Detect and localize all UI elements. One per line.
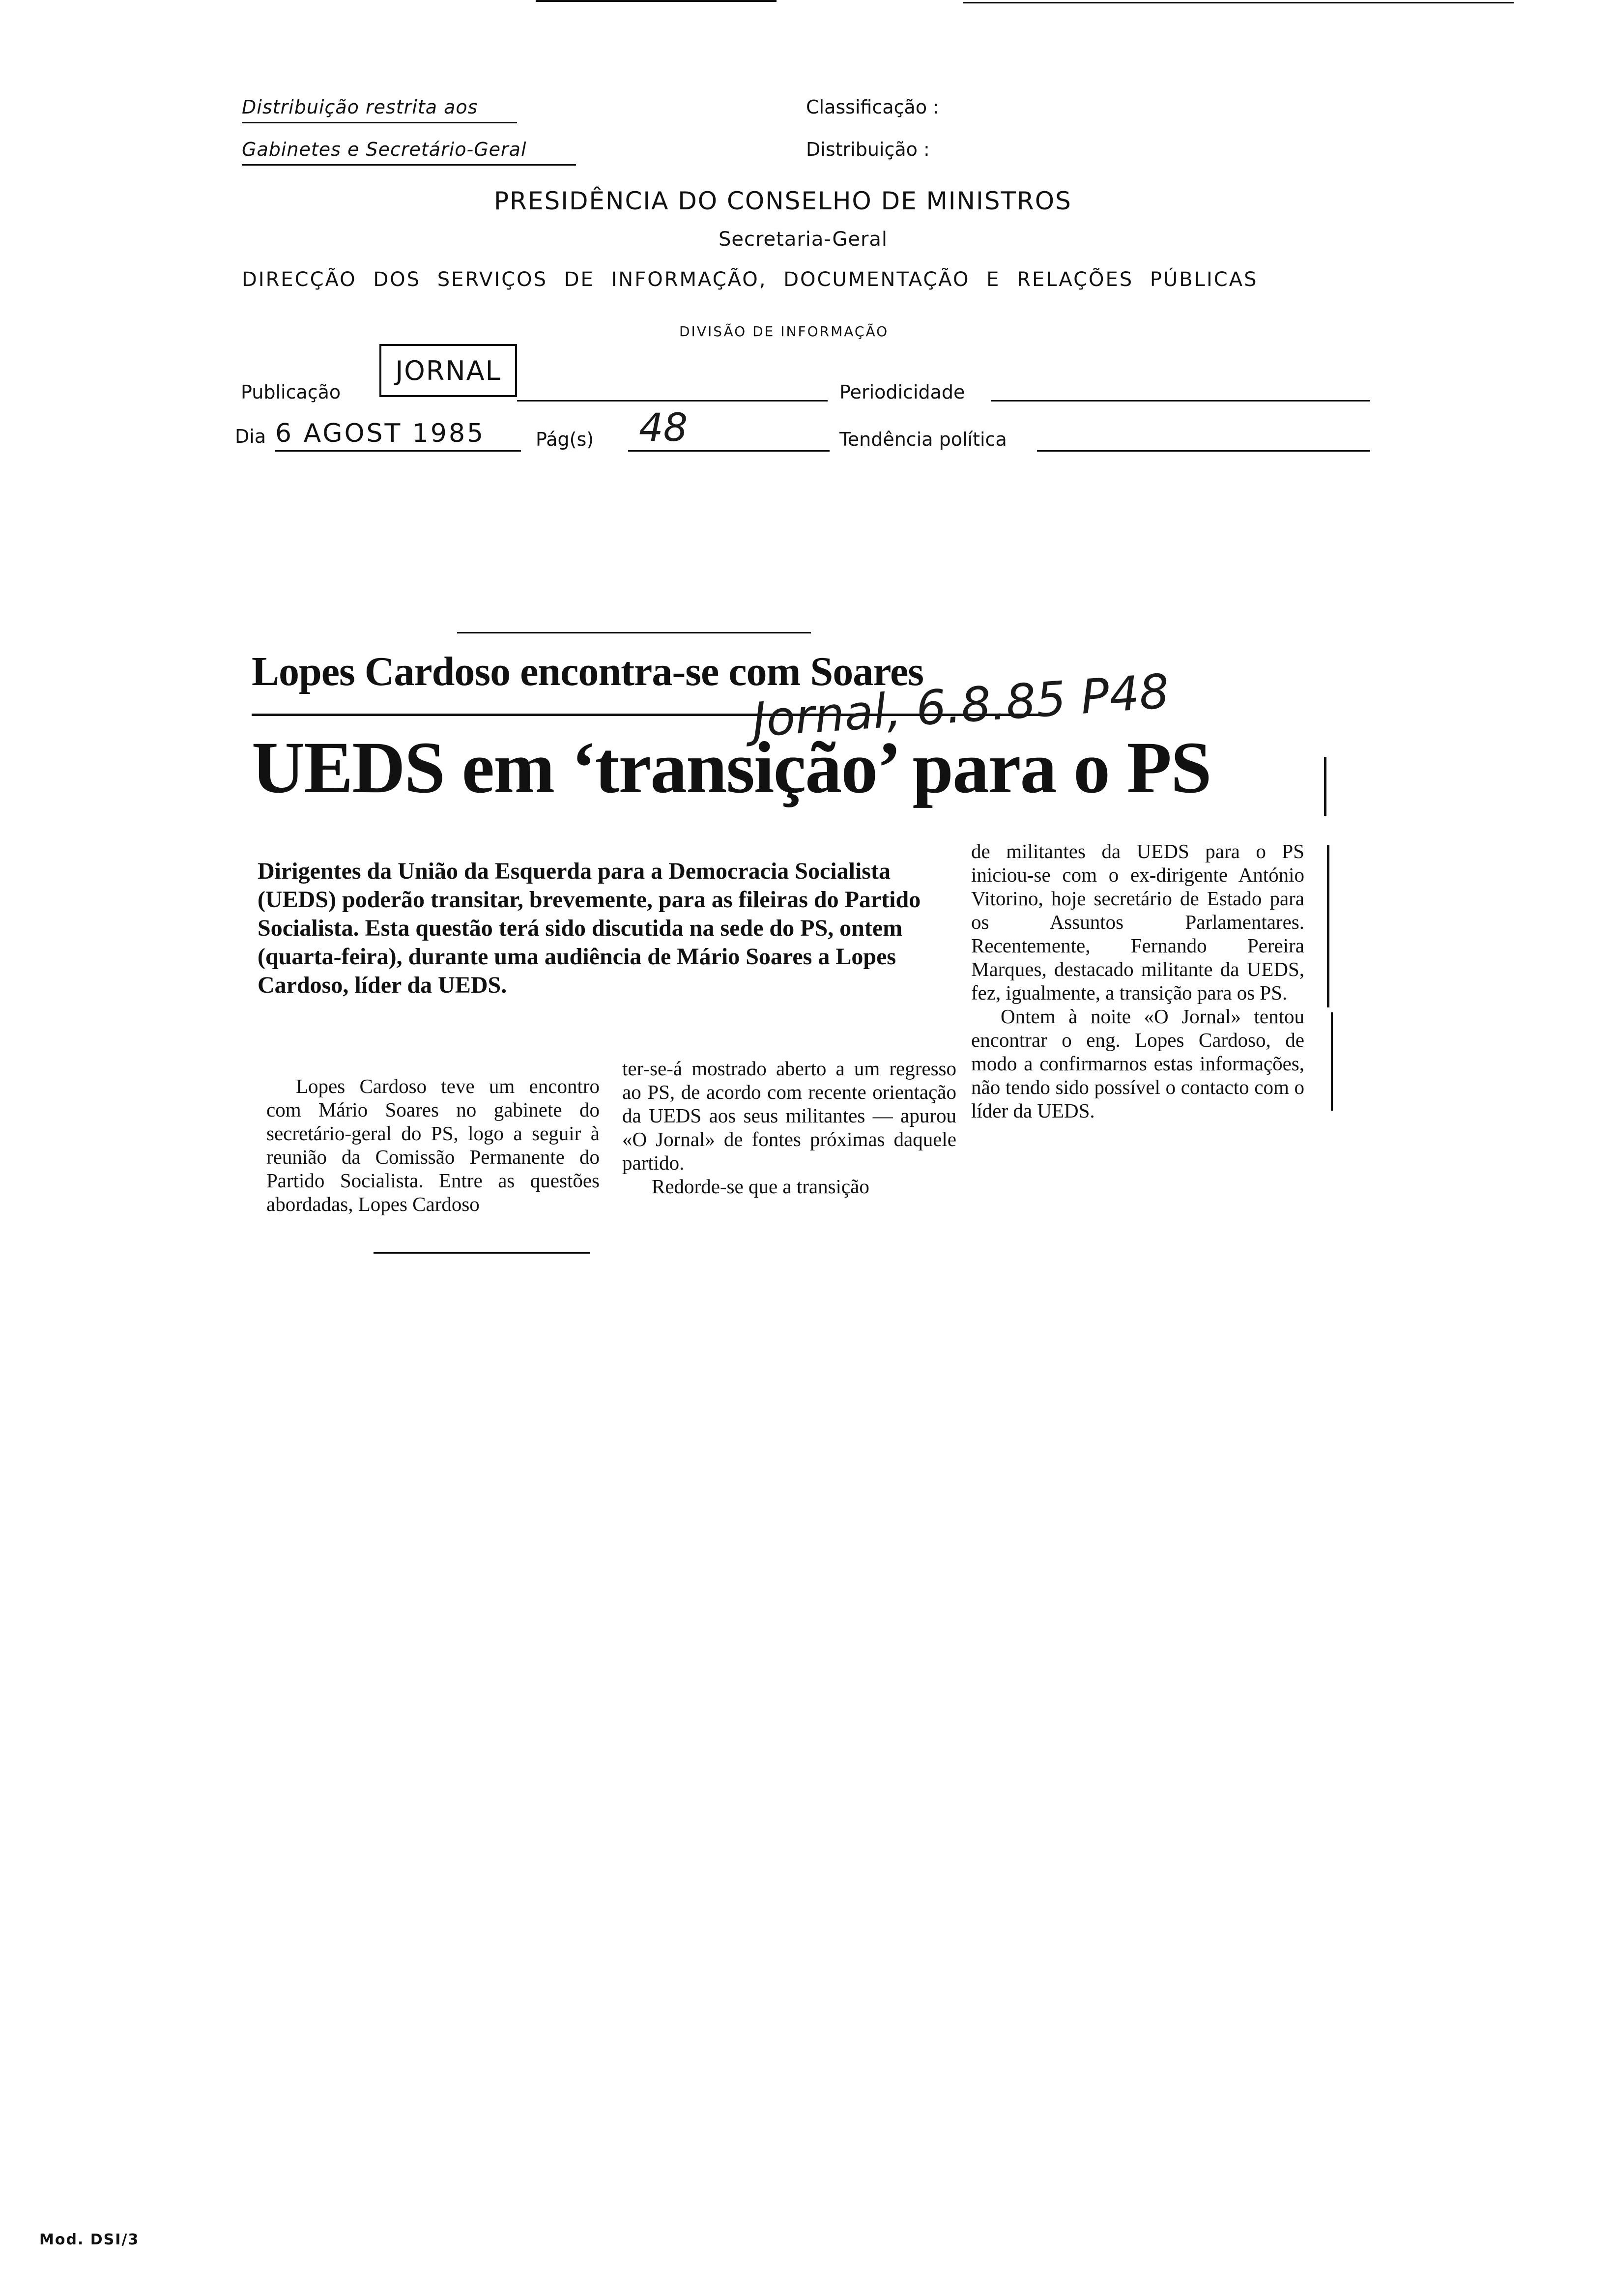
distribution-label: Distribuição : [806, 139, 930, 160]
scan-edge-line [536, 0, 777, 2]
classification-label: Classificação : [806, 96, 939, 118]
handwritten-reference: Jornal, 6.8.85 P48 [750, 663, 1171, 748]
article-lead: Dirigentes da União da Esquerda para a Democracia Socialista (UEDS) poderão transitar, brevemente, para as fileiras do Partido Socialista. Esta questão terá sido discutida na sede do PS, ontem (quarta-feira), durante uma audiência de Mário Soares a Lopes Cardoso, líder da UEDS. [258, 858, 921, 998]
scan-edge-line [963, 2, 1514, 3]
article-column-1 [266, 1074, 600, 1216]
publication-line [517, 400, 828, 402]
column-2-text-2: Redorde-se que a transição [652, 1175, 869, 1198]
margin-mark [1324, 757, 1326, 816]
margin-mark [1331, 1012, 1333, 1111]
pages-line [628, 450, 830, 452]
pages-label: Pág(s) [536, 429, 594, 450]
pages-handwritten: 48 [639, 406, 688, 450]
publication-stamp [379, 344, 517, 397]
periodicity-line [991, 400, 1370, 402]
periodicity-label: Periodicidade [839, 381, 965, 403]
article-column-2 [622, 1057, 956, 1198]
division-title: DIVISÃO DE INFORMAÇÃO [679, 323, 889, 340]
publication-label: Publicação [241, 381, 341, 403]
day-label: Dia [235, 426, 266, 447]
margin-mark [1327, 845, 1329, 1007]
clipping-top-rule [457, 632, 811, 633]
column-3-text-2: Ontem à noite «O Jornal» tentou encontrar o eng. Lopes Cardoso, de modo a confirmarnos estas informações, não tendo sido possível o contacto com o líder da UEDS. [971, 1005, 1304, 1122]
directorate-title: DIRECÇÃO DOS SERVIÇOS DE INFORMAÇÃO, DOCUMENTAÇÃO E RELAÇÕES PÚBLICAS [242, 268, 1258, 291]
restriction-line-2: Gabinetes e Secretário-Geral [242, 139, 527, 160]
restriction-underline-1 [242, 122, 517, 123]
article-headline: UEDS em ‘transição’ para o PS [252, 727, 1211, 808]
publication-value: JORNAL [395, 355, 501, 386]
restriction-line-1: Distribuição restrita aos [242, 96, 478, 118]
article-column-3 [971, 839, 1304, 1122]
day-line [275, 450, 521, 452]
institution-title: PRESIDÊNCIA DO CONSELHO DE MINISTROS [494, 187, 1072, 215]
political-tendency-line [1037, 450, 1370, 452]
article-kicker: Lopes Cardoso encontra-se com Soares [252, 649, 923, 694]
secretariat-title: Secretaria-Geral [719, 228, 888, 251]
column-2-text-1: ter-se-á mostrado aberto a um regresso ao PS, de acordo com recente orientação da UEDS aos seus militantes — apurou «O Jornal» de fontes próximas daquele partido. [622, 1057, 956, 1174]
restriction-underline-2 [242, 164, 576, 166]
political-tendency-label: Tendência política [839, 429, 1007, 450]
form-model-code: Mod. DSI/3 [39, 2231, 140, 2248]
day-stamp: 6 AGOST 1985 [275, 419, 486, 448]
column-1-text: Lopes Cardoso teve um encontro com Mário Soares no gabinete do secretário-geral do PS, logo a seguir à reunião da Comissão Permanente do Partido Socialista. Entre as questões abordadas, Lopes Cardoso [266, 1075, 600, 1215]
column-3-text-1: de militantes da UEDS para o PS iniciou-se com o ex-dirigente António Vitorino, hoje secretário de Estado para os Assuntos Parlamentares. Recentemente, Fernando Pereira Marques, destacado militante da UEDS, fez, igualmente, a transição para os PS. [971, 840, 1304, 1004]
column-1-bottom-rule [374, 1252, 590, 1254]
